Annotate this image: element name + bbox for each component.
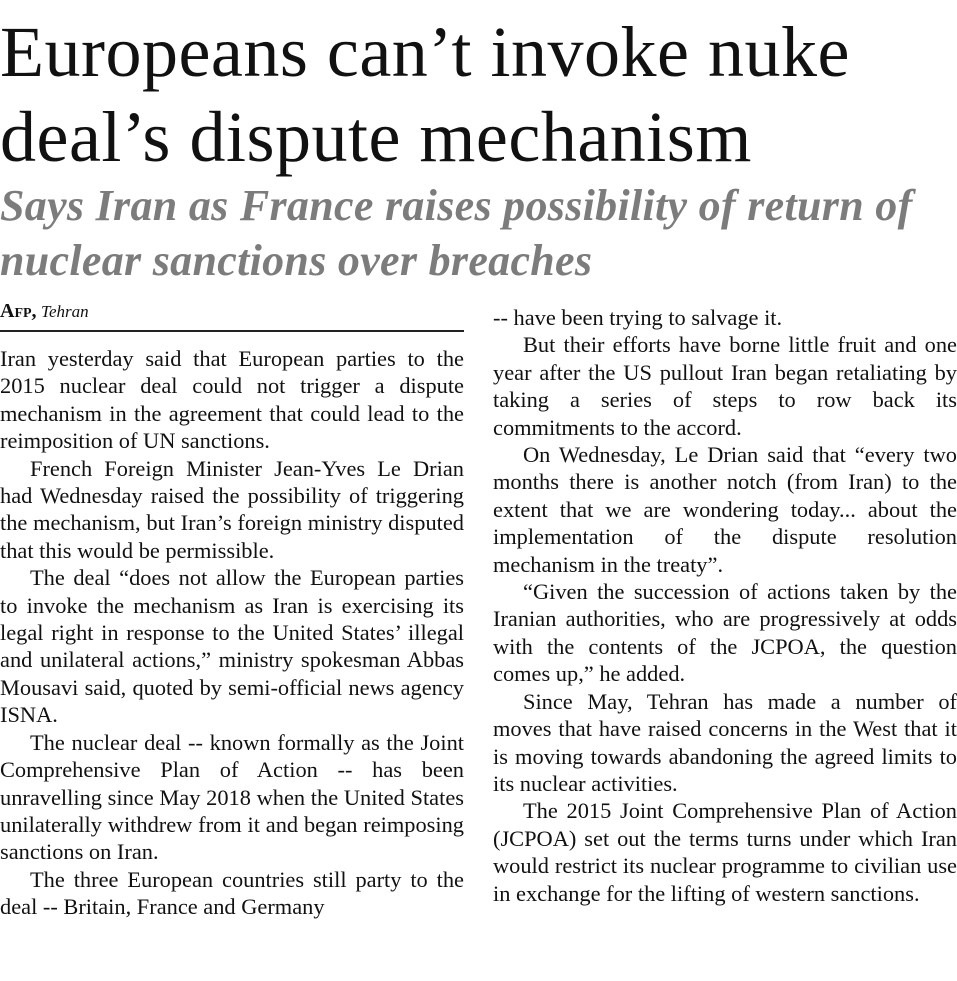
paragraph: Since May, Tehran has made a number of moves that have raised concerns in the West that it is moving towards abandoning the agreed limits to its nuclear activities. [493,688,957,796]
byline-agency: Afp, [0,300,37,322]
paragraph: French Foreign Minister Jean-Yves Le Drian had Wednesday raised the possibility of triggering the mechanism, but Iran’s foreign ministry disputed that this would be permissible. [0,455,464,563]
paragraph: The nuclear deal -- known formally as the Joint Comprehensive Plan of Action -- has been unravelling since May 2018 when the United States unilaterally withdrew from it and began reimposing sanctions on Iran. [0,729,464,865]
paragraph: But their efforts have borne little fruit and one year after the US pullout Iran began retaliating by taking a series of steps to row back its commitments to the accord. [493,332,957,440]
paragraph: “Given the succession of actions taken by the Iranian authorities, who are progressively at odds with the contents of the JCPOA, the question comes up,” he added. [493,579,957,687]
paragraph: Iran yesterday said that European parties to the 2015 nuclear deal could not trigger a dispute mechanism in the agreement that could lead to the reimposition of UN sanctions. [0,346,464,454]
subheadline: Says Iran as France raises possibility of return of nuclear sanctions over breaches [0,181,913,285]
paragraph: The deal “does not allow the European parties to invoke the mechanism as Iran is exercising its legal right in response to the United States’ illegal and unilateral actions,” ministry spokesman Abbas Mousavi said, quoted by semi-official news agency ISNA. [0,565,464,728]
article-column-right [493,304,957,907]
headline: Europeans can’t invoke nuke deal’s dispute mechanism [0,12,850,177]
paragraph: The 2015 Joint Comprehensive Plan of Action (JCPOA) set out the terms turns under which Iran would restrict its nuclear programme to civilian use in exchange for the lifting of western sanctions. [493,798,957,906]
paragraph: On Wednesday, Le Drian said that “every two months there is another notch (from Iran) to the extent that we are wondering today... about the implementation of the dispute resolution mechanism in the treaty”. [493,442,957,577]
article-column-left [0,345,464,921]
byline [0,296,464,332]
paragraph-continuation: -- have been trying to salvage it. [493,305,783,330]
paragraph: The three European countries still party to the deal -- Britain, France and Germany [0,866,464,920]
byline-location: Tehran [41,302,89,321]
